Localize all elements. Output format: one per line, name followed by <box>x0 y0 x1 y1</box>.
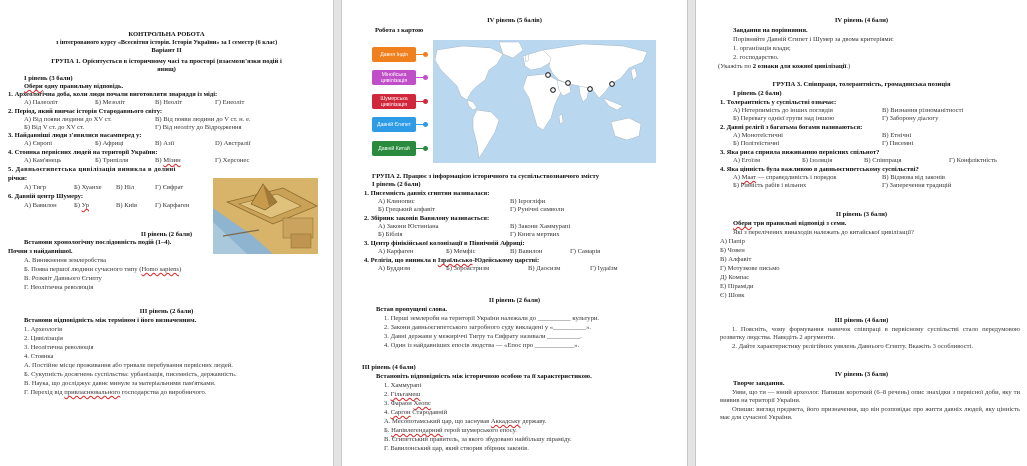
misspelled-word: Homo sapiens <box>141 266 179 273</box>
africa <box>523 74 561 130</box>
connector-dot[interactable] <box>423 99 428 104</box>
person-number: 2. <box>384 391 391 398</box>
answer-option: D) Австралії <box>215 140 251 147</box>
map-label-minoan[interactable]: Мінойська цивілізація <box>372 70 416 85</box>
misspelled-word: Хеопс <box>413 400 431 407</box>
answer-option: Г) Писемні <box>882 140 914 147</box>
answer-option: А) Палеоліт <box>24 99 58 106</box>
misspelled-word: Ізраїльсько <box>437 257 473 264</box>
person-item <box>384 409 447 417</box>
open-question: 1. Поясніть, чому формування навичок співпраці в первісному суспільстві стало передумовою розвитку людства. Наведіть 2 аргументи. <box>720 326 1020 341</box>
answer-option: А) Папір <box>720 238 745 245</box>
question: 1. Толерантність у суспільстві означає: <box>720 99 837 106</box>
answer-option: А) Кам'янець <box>24 157 62 164</box>
connector-dot[interactable] <box>423 52 428 57</box>
ziggurat-illustration <box>213 178 318 254</box>
answer-option: Г) Заборону діалогу <box>882 115 939 122</box>
map-task-title: Робота з картою <box>375 27 424 34</box>
connector-dot[interactable] <box>423 122 428 127</box>
characteristic-item: Г. Вавилонський цар, який створив збірник законів. <box>384 445 529 452</box>
level-heading: І рівень (3 бали) <box>24 75 73 82</box>
japan <box>631 68 637 80</box>
question: 2. Давні релігії з багатьма богами називаються: <box>720 124 863 131</box>
answer-option: Б) Від V ст. до XV ст. <box>24 124 85 131</box>
answer-option: В) Даосизм <box>528 265 561 272</box>
answer-option: А) Нетерпимість до інших поглядів <box>733 107 833 114</box>
connector-dot[interactable] <box>423 75 428 80</box>
answer-option: А) Карфаген <box>378 248 414 255</box>
note-text: .) <box>846 63 851 70</box>
question: 5. Давньоєгипетська цивілізація виникла в долині <box>8 166 176 173</box>
person-text: Стародавній <box>410 409 448 416</box>
characteristic-text: державу. <box>520 418 547 425</box>
question: 3. Яка риса сприяла виживанню первісних спільнот? <box>720 149 880 156</box>
answer-option: Г) Від неоліту до Відродження <box>155 124 242 131</box>
option-letter: В) <box>155 157 164 164</box>
misspelled-word: Обери <box>24 83 43 90</box>
answer-option: Б) Зороастризм <box>446 265 490 272</box>
question: 2. Збірник законів Вавилону називається: <box>364 215 490 222</box>
task-title: Завдання на порівняння. <box>733 27 808 34</box>
doc-title: КОНТРОЛЬНА РОБОТА <box>128 31 205 38</box>
definition-item: В. Наука, що досліджує давнє минуле за матеріальними пам'ятками. <box>24 380 216 387</box>
note-text: (Укажіть по <box>718 63 753 70</box>
question: 4. Стоянка первісних людей на території України: <box>8 149 158 156</box>
answer-option: А) Егоїзм <box>733 157 760 164</box>
answer-option: Б) Ізоляція <box>802 157 833 164</box>
instruction <box>733 220 846 228</box>
answer-option: Б) Мемфіс <box>446 248 476 255</box>
answer-option: В) Ніл <box>116 184 135 191</box>
australia <box>611 118 641 140</box>
level-heading: IV рівень (5 балів) <box>487 17 542 24</box>
level-heading: IV рівень (3 бали) <box>834 371 889 378</box>
answer-option: Г) Карфаген <box>155 202 190 209</box>
answer-option: В) Неоліт <box>155 99 183 106</box>
page-gap <box>687 0 696 466</box>
answer-option: Г) Херсонес <box>215 157 250 164</box>
misspelled-word: Мізин <box>163 157 181 164</box>
definition-text: Г. Перехід від <box>24 389 65 396</box>
answer-option: В) Визнання різноманітності <box>882 107 964 114</box>
note-emphasis: 2 ознаки для кожної цивілізації <box>752 63 847 70</box>
level-heading: ІІІ рівень (2 бали) <box>139 308 194 315</box>
answer-option: Г) Заперечення традицій <box>882 182 952 189</box>
term-item: 1. Археологія <box>24 326 63 333</box>
task-text: Порівняйте Давній Єгипет і Шумер за двома критеріями: <box>733 36 894 43</box>
answer-option: Б) Мезоліт <box>95 99 126 106</box>
task-note <box>718 63 850 71</box>
central-america <box>467 100 477 110</box>
criterion-item: 1. організація влади; <box>733 45 791 52</box>
answer-option: В) Ієрогліфи <box>510 198 546 205</box>
person-text: 3. Фараон <box>384 400 414 407</box>
instruction-text: три правильні відповіді з семи. <box>751 220 847 227</box>
task-title: Творче завдання. <box>733 380 785 387</box>
document-page-3 <box>696 0 1027 466</box>
answer-option: Б) Хуанхе <box>74 184 102 191</box>
document-page-2 <box>342 0 687 466</box>
level-heading: І рівень (2 бали) <box>372 181 421 188</box>
answer-option: Б) Перевагу однієї групи над іншою <box>733 115 835 122</box>
world-map <box>433 40 656 163</box>
misspelled-word: Гільгамеш <box>390 391 421 398</box>
criterion-item: 2. господарство. <box>733 54 779 61</box>
answer-option: Б) Човен <box>720 247 745 254</box>
term-item: 2. Цивілізація <box>24 335 63 342</box>
instruction-text: одну правильну відповідь. <box>42 83 124 90</box>
option-letter: А) <box>733 174 742 181</box>
answer-option: В) Співпраця <box>864 157 902 164</box>
definition-item: А. Постійне місце проживання або тривале перебування первісних людей. <box>24 362 233 369</box>
group-heading-cont: явищ) <box>157 66 176 73</box>
misspelled-word: Маат <box>741 174 757 181</box>
instruction: Встановіть відповідність між історичною особою та її характеристикою. <box>376 373 592 380</box>
answer-option: Г) Іудаїзм <box>590 265 618 272</box>
fill-in-item: 1. Перші землероби на території України належали до __________ культури. <box>384 315 600 322</box>
creative-task-text: Уяви, що ти — юний археолог. Напиши короткий (6–8 речень) опис знахідки з первісної доби, яку ти виявив на території України. <box>720 389 1020 404</box>
answer-option: В) Відмова від законів <box>882 174 946 181</box>
question: 1. Писемність давніх єгиптян називалася: <box>364 190 490 197</box>
characteristic-item <box>384 418 546 426</box>
answer-option <box>733 174 837 182</box>
instruction-cont: Почни з найдавнішої. <box>8 248 73 255</box>
definition-item <box>24 389 206 397</box>
answer-option: А) Монотеїстичні <box>733 132 783 139</box>
map-label-sumer[interactable]: Шумерська цивілізація <box>372 94 416 109</box>
creative-task-text: Опиши: вигляд предмета, його призначення, що він розповідає про життя давніх людей, яку цінність має для сучасної України. <box>720 406 1020 421</box>
open-question: 2. Дайте характеристику релігійних уявлень Давнього Єгипту. Вкажіть 3 особливості. <box>732 343 974 350</box>
answer-option <box>74 202 89 210</box>
definition-text: господарства до виробничого. <box>120 389 207 396</box>
misspelled-word: Напівлегендарний <box>391 427 443 434</box>
answer-option: Б) Грецький алфавіт <box>378 206 435 213</box>
answer-option: Б) Політеїстичні <box>733 140 780 147</box>
instruction: Встанови відповідність між терміном і його визначенням. <box>24 317 197 324</box>
level-heading: І рівень (2 бали) <box>733 90 782 97</box>
answer-option: В) Київ <box>116 202 138 209</box>
person-number: 4. <box>384 409 391 416</box>
term-item: 3. Неолітична революція <box>24 344 94 351</box>
level-heading: IV рівень (4 бали) <box>834 17 889 24</box>
characteristic-text: герой шумерського епосу. <box>442 427 517 434</box>
level-heading: ІІ рівень (3 бали) <box>835 211 888 218</box>
characteristic-item <box>384 427 517 435</box>
sequence-item: А. Виникнення землеробства <box>24 257 107 264</box>
map-label-china[interactable]: Давній Китай <box>372 141 416 156</box>
question-text: 4. Релігія, що виникла в <box>364 257 438 264</box>
fill-in-item: 4. Один із найдавніших епосів людства — «Епос про ____________». <box>384 342 580 349</box>
marker-sumer <box>566 81 571 86</box>
southeast-asia <box>603 98 623 110</box>
person-item <box>384 391 420 399</box>
answer-option <box>155 157 181 165</box>
instruction: Встанови хронологічну послідовність подій (1–4). <box>24 239 172 246</box>
instruction <box>24 83 123 91</box>
term-item: 4. Стоянка <box>24 353 54 360</box>
group-heading: ГРУПА 2. Працює з інформацією історичного та суспільствознавчого змісту <box>372 173 600 180</box>
group-heading: ГРУПА 1. Орієнтується в історичному часі та просторі (взаємозв'язки подій і <box>51 58 282 65</box>
person-item <box>384 400 431 408</box>
characteristic-item: В. Єгипетський правитель, за якого збудовано найбільшу піраміду. <box>384 436 572 443</box>
question: 3. Центр фінікійської колонізації в Північній Африці: <box>364 240 525 247</box>
answer-option: Б) Трипілля <box>95 157 129 164</box>
answer-option: А) Клинопис <box>378 198 415 205</box>
answer-option: Г) Євфрат <box>155 184 184 191</box>
question: 3. Найдавніші люди з'явилися насамперед у: <box>8 132 142 139</box>
map-label-india[interactable]: Давня Індія <box>372 47 416 62</box>
question-text: -Юдейському царстві: <box>472 257 540 264</box>
question-cont: річки: <box>8 175 28 182</box>
answer-option: А) Закони Юстиніана <box>378 223 439 230</box>
fill-in-item: 2. Закони давньоєгипетського загробного суду викладені у «__________». <box>384 324 592 331</box>
answer-option: В) Азії <box>155 140 175 147</box>
answer-option: Б) Африці <box>95 140 124 147</box>
answer-option: Г) Рунічні символи <box>510 206 565 213</box>
level-heading: ІІІ рівень (4 бали) <box>834 317 889 324</box>
south-america <box>473 110 499 158</box>
marker-minoan <box>546 73 551 78</box>
answer-option: Г) Книга мертвих <box>510 231 560 238</box>
marker-china <box>610 82 615 87</box>
level-heading: ІІІ рівень (4 бали) <box>362 364 416 371</box>
answer-option: Г) Конфліктність <box>949 157 997 164</box>
question-text: Які з перелічених винаходів належать до китайської цивілізації? <box>733 229 914 236</box>
definition-item: Б. Сукупність досягнень суспільства: урбанізація, писемність, державність. <box>24 371 237 378</box>
question: 2. Період, який вивчає історія Стародавнього світу: <box>8 108 163 115</box>
doc-variant: Варіант ІІ <box>151 47 182 54</box>
page-gap <box>333 0 342 466</box>
sequence-item: Г. Неолітична революція <box>24 284 94 291</box>
misspelled-word: Саргон <box>390 409 411 416</box>
ziggurat-image <box>213 178 318 254</box>
sequence-item <box>24 266 181 274</box>
marker-egypt <box>551 88 556 93</box>
fill-in-item: 3. Давні держави у межиріччі Тигру та Євфрату називали __________. <box>384 333 582 340</box>
doc-subtitle: з інтегрованого курсу «Всесвітня історія. Історія України» за І семестр (6 клас) <box>55 39 278 46</box>
answer-option: В) Алфавіт <box>720 256 752 263</box>
person-item: 1. Хаммурапі <box>384 382 422 389</box>
map-label-egypt[interactable]: Давній Єгипет <box>372 117 416 132</box>
answer-option: Г) Самарія <box>570 248 601 255</box>
question: 4. Яка цінність була важливою в давньоєгипетському суспільстві? <box>720 166 919 173</box>
instruction: Встав пропущені слова. <box>376 306 448 313</box>
answer-option: В) Закони Хаммурапі <box>510 223 571 230</box>
answer-option: В) Від появи людини до V ст. н. е. <box>155 116 251 123</box>
question: 6. Давній центр Шумеру: <box>8 193 84 200</box>
answer-option: Е) Піраміди <box>720 283 754 290</box>
answer-option: А) Буддизм <box>378 265 411 272</box>
greenland <box>499 42 523 58</box>
answer-option: Є) Шовк <box>720 292 745 299</box>
document-page-1 <box>0 0 333 466</box>
sequence-text: Б. Поява першої людини сучасного типу ( <box>24 266 142 273</box>
level-heading: ІІ рівень (2 бали) <box>488 297 541 304</box>
answer-option: Г) Енеоліт <box>215 99 245 106</box>
characteristic-text: Б. <box>384 427 392 434</box>
north-america <box>435 46 503 100</box>
answer-option: А) Тигр <box>24 184 46 191</box>
group-heading: ГРУПА 3. Співпраця, толерантність, громадянська позиція <box>772 81 951 88</box>
answer-option: В) Вавилон <box>510 248 543 255</box>
level-heading: ІІ рівень (2 бали) <box>140 231 193 238</box>
misspelled-word: привласнювального <box>64 389 121 396</box>
answer-option: Д) Компас <box>720 274 750 281</box>
answer-option: Б) Рівність рабів і вільних <box>733 182 807 189</box>
marker-india <box>588 87 593 92</box>
misspelled-word: Обери <box>733 220 752 227</box>
answer-option: Б) Біблія <box>378 231 403 238</box>
answer-option: А) Вавилон <box>24 202 57 209</box>
answer-option: В) Етнічні <box>882 132 912 139</box>
characteristic-text: А. Месопотамський цар, що заснував <box>384 418 491 425</box>
sequence-item: В. Розквіт Давнього Єгипту <box>24 275 102 282</box>
misspelled-word: Ур <box>81 202 90 209</box>
connector-dot[interactable] <box>423 146 428 151</box>
misspelled-word: Аккадську <box>490 418 521 425</box>
answer-option: А) Від появи людини до XV ст. <box>24 116 112 123</box>
question <box>364 257 539 265</box>
world-map-shapes <box>433 40 656 163</box>
option-letter: Б) <box>74 202 82 209</box>
sequence-text: ) <box>178 266 182 273</box>
answer-option: А) Європі <box>24 140 53 147</box>
option-text: — справедливість і порядок <box>756 174 837 181</box>
answer-option: Г) Мотузкове письмо <box>720 265 780 272</box>
question: 1. Археологічна доба, коли люди почали виготовляти знаряддя із міді: <box>8 91 218 98</box>
madagascar <box>559 114 563 124</box>
